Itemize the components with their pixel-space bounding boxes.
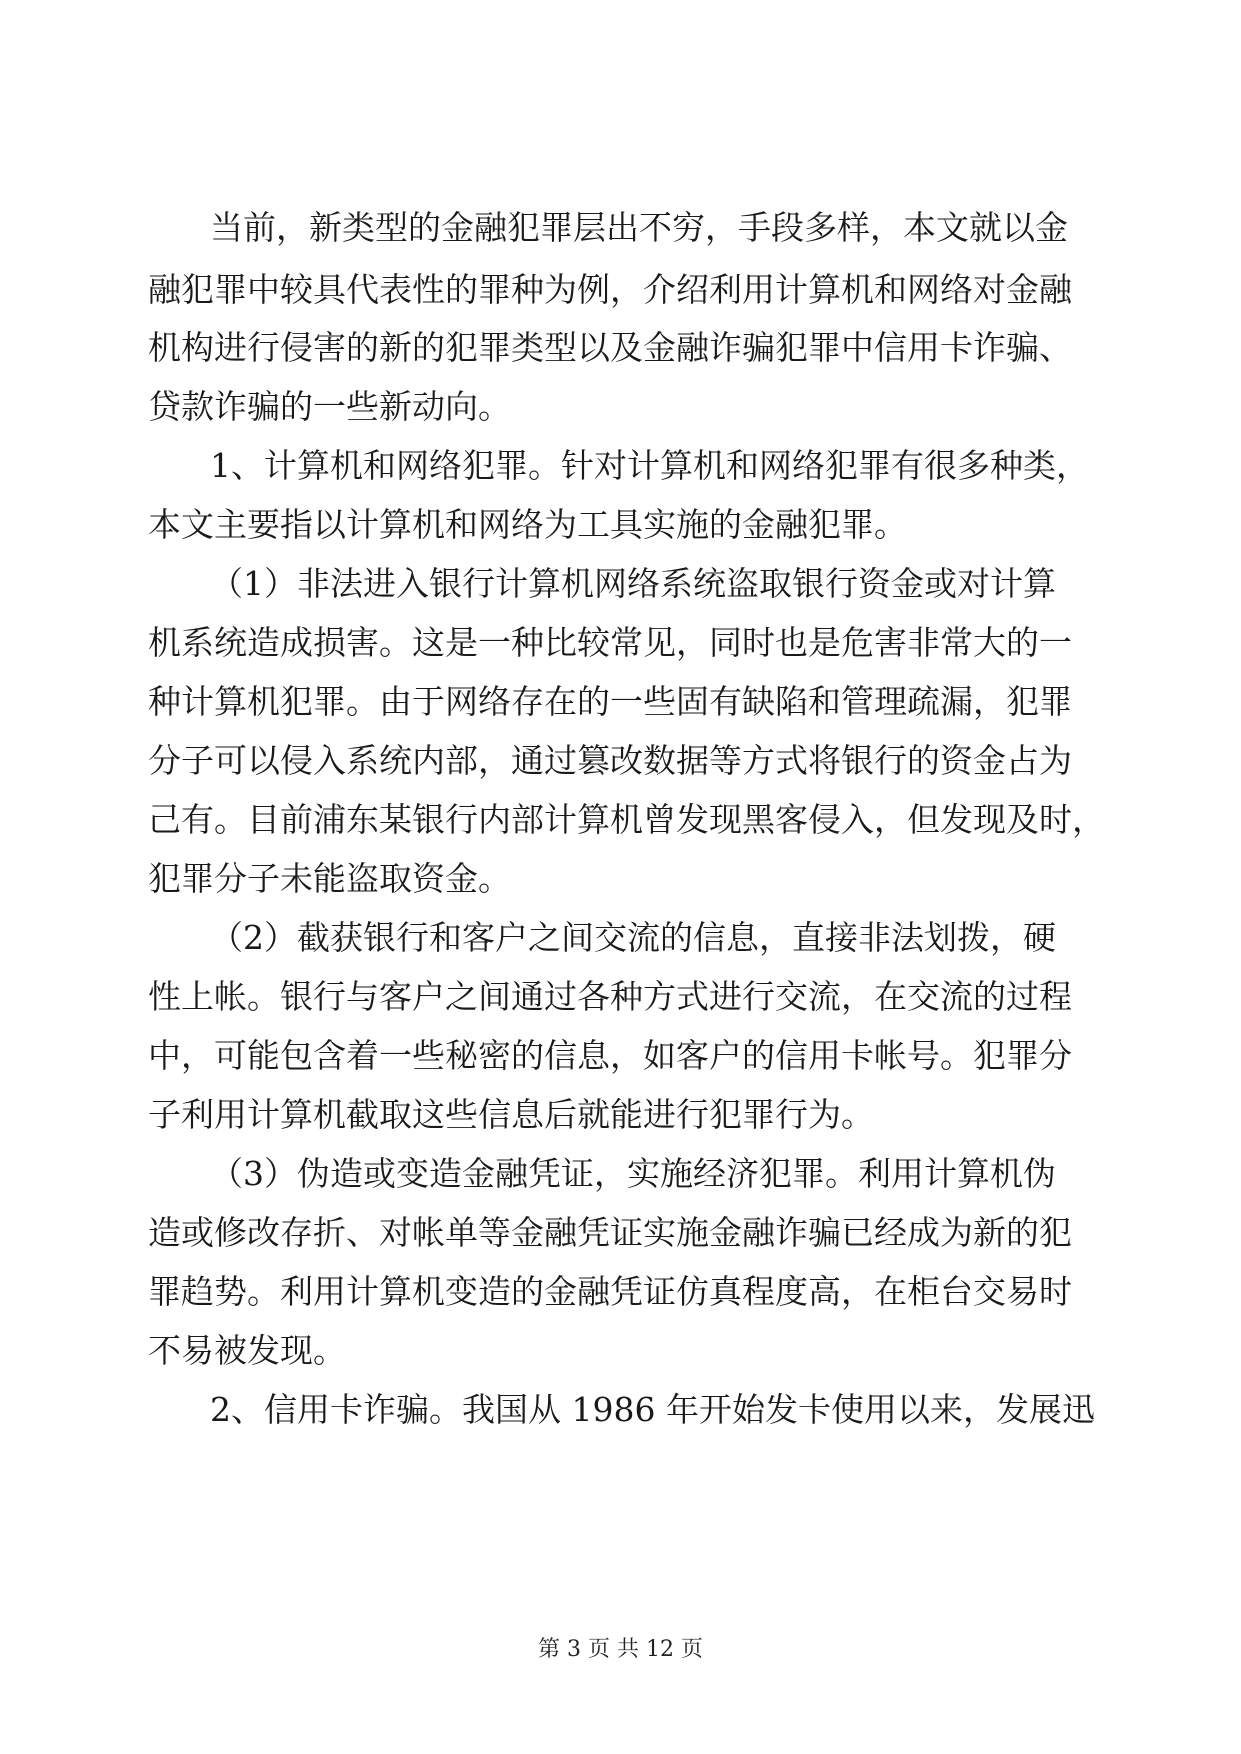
body-line: 本文主要指以计算机和网络为工具实施的金融犯罪。 [148,505,907,544]
body-line: 子利用计算机截取这些信息后就能进行犯罪行为。 [148,1095,874,1134]
body-line: 犯罪分子未能盗取资金。 [148,859,511,898]
body-line: 罪趋势。利用计算机变造的金融凭证仿真程度高，在柜台交易时 [148,1272,1072,1311]
body-line: 当前，新类型的金融犯罪层出不穷，手段多样，本文就以金 [210,208,1068,247]
body-line: （3）伪造或变造金融凭证，实施经济犯罪。利用计算机伪 [210,1154,1056,1193]
body-line: 1、计算机和网络犯罪。针对计算机和网络犯罪有很多种类， [210,446,1089,485]
body-line: （2）截获银行和客户之间交流的信息，直接非法划拨，硬 [210,918,1056,957]
body-line: 种计算机犯罪。由于网络存在的一些固有缺陷和管理疏漏，犯罪 [148,682,1072,721]
body-line: 不易被发现。 [148,1331,346,1370]
body-line: 贷款诈骗的一些新动向。 [148,387,511,426]
body-line: 分子可以侵入系统内部，通过篡改数据等方式将银行的资金占为 [148,741,1072,780]
body-line: 性上帐。银行与客户之间通过各种方式进行交流，在交流的过程 [148,977,1072,1016]
body-line: （1）非法进入银行计算机网络系统盗取银行资金或对计算 [210,564,1056,603]
body-line: 机系统造成损害。这是一种比较常见，同时也是危害非常大的一 [148,623,1072,662]
body-line: 造或修改存折、对帐单等金融凭证实施金融诈骗已经成为新的犯 [148,1213,1072,1252]
body-line: 融犯罪中较具代表性的罪种为例，介绍利用计算机和网络对金融 [148,270,1072,309]
page-number-footer: 第 3 页 共 12 页 [538,1637,703,1662]
body-line: 中，可能包含着一些秘密的信息，如客户的信用卡帐号。犯罪分 [148,1036,1072,1075]
body-line: 机构进行侵害的新的犯罪类型以及金融诈骗犯罪中信用卡诈骗、 [148,328,1072,367]
body-line: 2、信用卡诈骗。我国从 1986 年开始发卡使用以来，发展迅 [210,1390,1095,1429]
body-line: 己有。目前浦东某银行内部计算机曾发现黑客侵入，但发现及时， [148,800,1105,839]
